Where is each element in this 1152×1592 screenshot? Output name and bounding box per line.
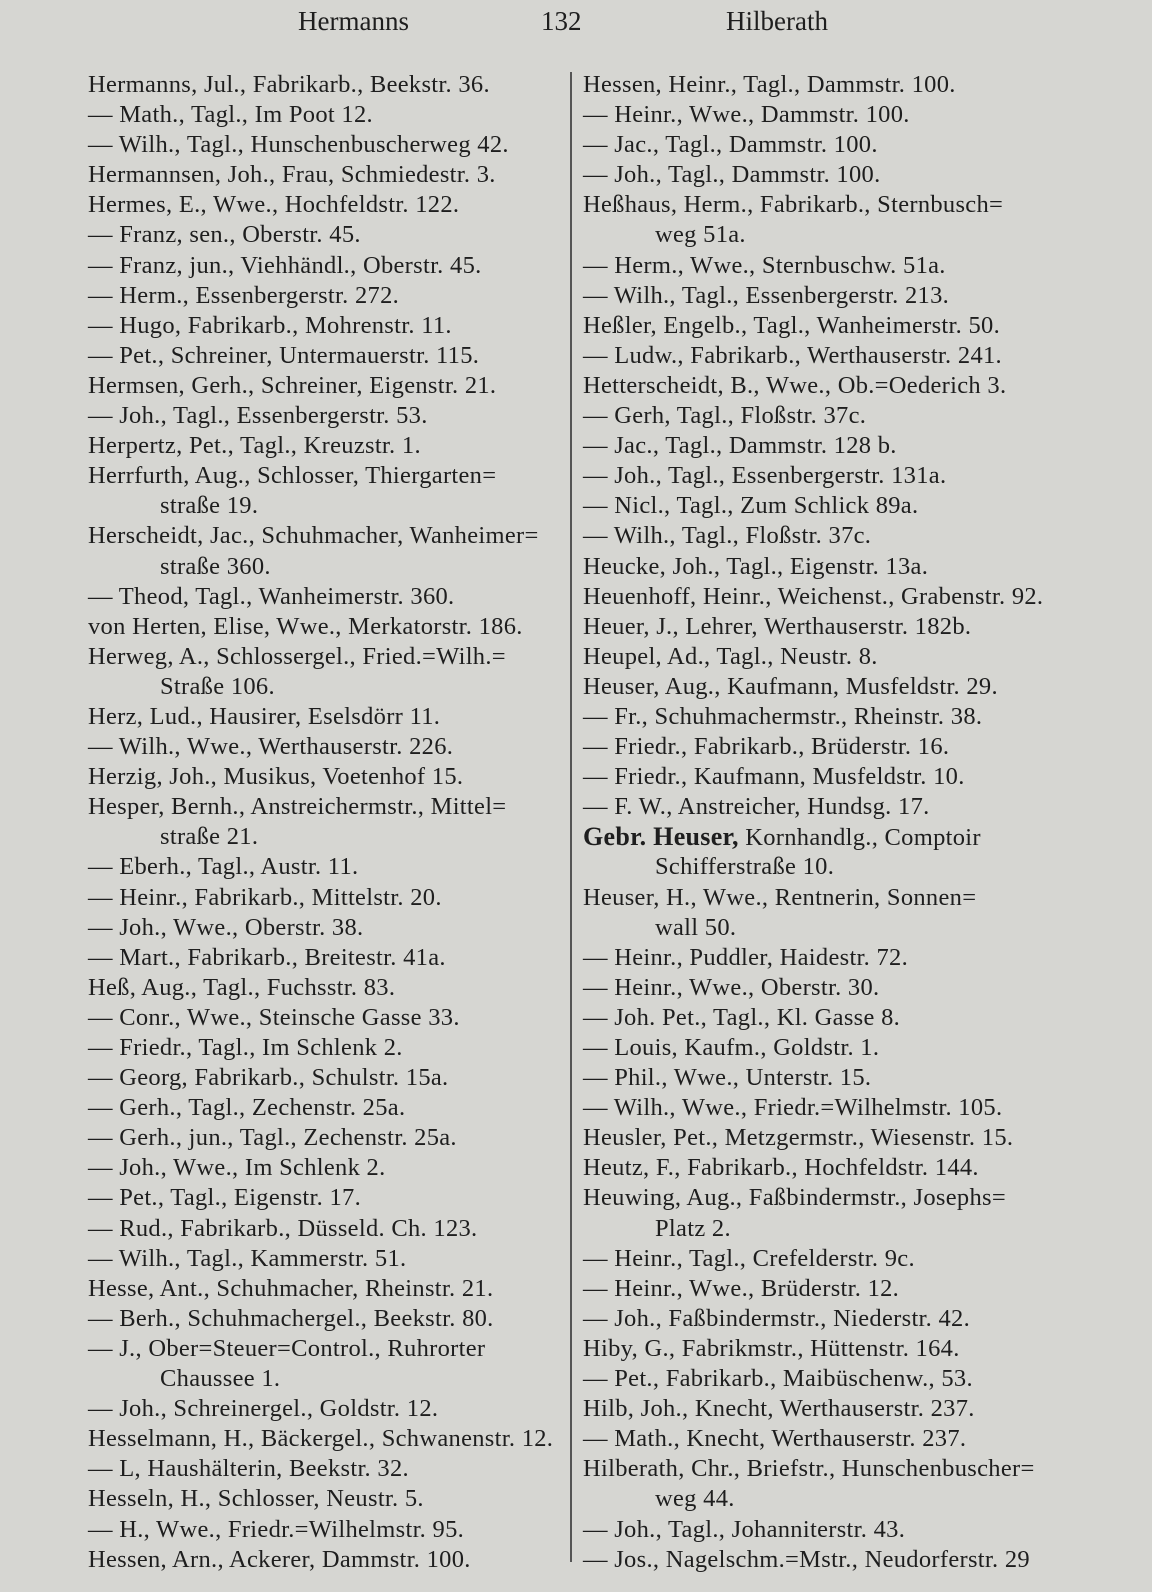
entry-text: Hesse, Ant., Schuhmacher, Rheinstr. 21. bbox=[88, 1274, 494, 1302]
entry-text: Herzig, Joh., Musikus, Voetenhof 15. bbox=[88, 763, 464, 791]
directory-entry bbox=[88, 1214, 568, 1244]
entry-text: Kornhandlg., Comptoir bbox=[738, 824, 981, 852]
directory-entry bbox=[583, 582, 1083, 612]
directory-entry bbox=[88, 1515, 568, 1545]
entry-text: — Pet., Tagl., Eigenstr. 17. bbox=[88, 1184, 361, 1212]
directory-entry bbox=[88, 1033, 568, 1063]
entry-text: — Jos., Nagelschm.=Mstr., Neudorferstr. 29 bbox=[583, 1545, 1030, 1573]
entry-text: — Wilh., Tagl., Essenbergerstr. 213. bbox=[583, 281, 950, 309]
header-first-entry: Hermanns bbox=[298, 6, 409, 36]
entry-text: Hermannsen, Joh., Frau, Schmiedestr. 3. bbox=[88, 161, 496, 189]
entry-text: Herweg, A., Schlossergel., Fried.=Wilh.= bbox=[88, 642, 506, 670]
right-column bbox=[583, 70, 1083, 1575]
directory-entry bbox=[88, 732, 568, 762]
entry-text: — Fr., Schuhmachermstr., Rheinstr. 38. bbox=[583, 702, 983, 730]
directory-entry bbox=[583, 1033, 1083, 1063]
entry-text: Heuwing, Aug., Faßbindermstr., Josephs= bbox=[583, 1184, 1006, 1212]
entry-text: — Herm., Essenbergerstr. 272. bbox=[88, 281, 400, 309]
directory-entry bbox=[583, 461, 1083, 491]
entry-text: — Friedr., Kaufmann, Musfeldstr. 10. bbox=[583, 763, 965, 791]
entry-text: — L, Haushälterin, Beekstr. 32. bbox=[88, 1455, 409, 1483]
entry-text: — Georg, Fabrikarb., Schulstr. 15a. bbox=[88, 1064, 449, 1092]
entry-text: Chaussee 1. bbox=[160, 1365, 281, 1393]
directory-entry bbox=[583, 883, 1083, 913]
entry-text: Straße 106. bbox=[160, 672, 275, 700]
directory-entry bbox=[583, 792, 1083, 822]
entry-text: Hilberath, Chr., Briefstr., Hunschenbuscher= bbox=[583, 1455, 1035, 1483]
directory-entry bbox=[583, 70, 1083, 100]
entry-text: — Pet., Fabrikarb., Maibüschenw., 53. bbox=[583, 1365, 973, 1393]
directory-entry bbox=[583, 642, 1083, 672]
entry-text: Heuer, J., Lehrer, Werthauserstr. 182b. bbox=[583, 612, 972, 640]
directory-entry bbox=[88, 1153, 568, 1183]
directory-entry bbox=[88, 1454, 568, 1484]
entry-text: Herz, Lud., Hausirer, Eselsdörr 11. bbox=[88, 702, 441, 730]
left-column bbox=[88, 70, 568, 1575]
directory-entry bbox=[583, 762, 1083, 792]
entry-text: Herrfurth, Aug., Schlosser, Thiergarten= bbox=[88, 462, 497, 490]
entry-text: — Math., Tagl., Im Poot 12. bbox=[88, 101, 373, 129]
directory-entry bbox=[88, 1334, 568, 1364]
directory-entry bbox=[583, 1123, 1083, 1153]
entry-text: — J., Ober=Steuer=Control., Ruhrorter bbox=[88, 1334, 486, 1362]
entry-text: weg 44. bbox=[655, 1485, 735, 1513]
entry-text: Heuenhoff, Heinr., Weichenst., Grabenstr. 92. bbox=[583, 582, 1044, 610]
directory-entry bbox=[88, 852, 568, 882]
directory-entry bbox=[583, 160, 1083, 190]
entry-text: wall 50. bbox=[655, 913, 737, 941]
directory-entry bbox=[88, 1394, 568, 1424]
directory-entry bbox=[583, 1334, 1083, 1364]
directory-entry bbox=[583, 1003, 1083, 1033]
directory-entry bbox=[583, 1304, 1083, 1334]
entry-text: — Nicl., Tagl., Zum Schlick 89a. bbox=[583, 492, 919, 520]
entry-text: — Heinr., Tagl., Crefelderstr. 9c. bbox=[583, 1244, 915, 1272]
entry-continuation bbox=[88, 1364, 568, 1394]
entry-text: — Jac., Tagl., Dammstr. 100. bbox=[583, 131, 878, 159]
entry-text: — Wilh., Wwe., Werthauserstr. 226. bbox=[88, 733, 454, 761]
entry-text: — Rud., Fabrikarb., Düsseld. Ch. 123. bbox=[88, 1214, 478, 1242]
entry-text: — Louis, Kaufm., Goldstr. 1. bbox=[583, 1034, 880, 1061]
entry-text: — Heinr., Wwe., Brüderstr. 12. bbox=[583, 1274, 900, 1302]
entry-text: Herpertz, Pet., Tagl., Kreuzstr. 1. bbox=[88, 432, 421, 460]
entry-text: von Herten, Elise, Wwe., Merkatorstr. 186. bbox=[88, 612, 523, 640]
directory-entry bbox=[88, 401, 568, 431]
entry-text: — Ludw., Fabrikarb., Werthauserstr. 241. bbox=[583, 341, 1002, 369]
entry-text: — Friedr., Tagl., Im Schlenk 2. bbox=[88, 1034, 403, 1061]
entry-text: weg 51a. bbox=[655, 221, 746, 249]
directory-entry bbox=[88, 521, 568, 551]
entry-text: — Wilh., Tagl., Hunschenbuscherweg 42. bbox=[88, 131, 509, 159]
entry-text: — Joh., Tagl., Johanniterstr. 43. bbox=[583, 1515, 906, 1543]
directory-entry bbox=[88, 883, 568, 913]
entry-continuation bbox=[583, 220, 1083, 250]
directory-entry bbox=[88, 642, 568, 672]
directory-entry bbox=[88, 1003, 568, 1033]
entry-text: — Gerh., jun., Tagl., Zechenstr. 25a. bbox=[88, 1124, 457, 1152]
entry-text: Heßhaus, Herm., Fabrikarb., Sternbusch= bbox=[583, 191, 1004, 219]
entry-text: — Joh., Faßbindermstr., Niederstr. 42. bbox=[583, 1304, 971, 1332]
entry-text: Hessen, Arn., Ackerer, Dammstr. 100. bbox=[88, 1545, 471, 1573]
directory-entry bbox=[583, 431, 1083, 461]
directory-entry bbox=[583, 190, 1083, 220]
entry-text: Hesseln, H., Schlosser, Neustr. 5. bbox=[88, 1485, 424, 1513]
entry-text: Heupel, Ad., Tagl., Neustr. 8. bbox=[583, 642, 878, 670]
directory-entry bbox=[88, 1424, 568, 1454]
entry-text: — Hugo, Fabrikarb., Mohrenstr. 11. bbox=[88, 311, 452, 339]
directory-entry bbox=[583, 1063, 1083, 1093]
directory-entry bbox=[88, 70, 568, 100]
running-header bbox=[0, 6, 1152, 46]
directory-entry bbox=[583, 130, 1083, 160]
entry-text: Heuser, H., Wwe., Rentnerin, Sonnen= bbox=[583, 883, 977, 911]
entry-text: — Mart., Fabrikarb., Breitestr. 41a. bbox=[88, 943, 446, 971]
directory-entry bbox=[88, 1183, 568, 1213]
entry-text: Hesper, Bernh., Anstreichermstr., Mittel= bbox=[88, 793, 507, 821]
directory-entry bbox=[583, 100, 1083, 130]
entry-text: Hermsen, Gerh., Schreiner, Eigenstr. 21. bbox=[88, 371, 497, 399]
directory-entry bbox=[88, 1304, 568, 1334]
directory-entry bbox=[583, 612, 1083, 642]
header-last-entry: Hilberath bbox=[726, 6, 828, 36]
directory-entry bbox=[88, 973, 568, 1003]
entry-text: — Jac., Tagl., Dammstr. 128 b. bbox=[583, 432, 897, 460]
directory-entry bbox=[88, 762, 568, 792]
directory-entry bbox=[88, 612, 568, 642]
directory-entry bbox=[583, 943, 1083, 973]
column-divider bbox=[570, 72, 572, 1562]
entry-continuation bbox=[88, 491, 568, 521]
entry-text: Hermanns, Jul., Fabrikarb., Beekstr. 36. bbox=[88, 71, 490, 98]
entry-continuation bbox=[583, 1214, 1083, 1244]
directory-entry bbox=[88, 251, 568, 281]
entry-text: Heßler, Engelb., Tagl., Wanheimerstr. 50. bbox=[583, 311, 1001, 339]
entry-text: Schifferstraße 10. bbox=[655, 853, 835, 881]
entry-text: — Friedr., Fabrikarb., Brüderstr. 16. bbox=[583, 733, 950, 761]
entry-text: straße 21. bbox=[160, 823, 259, 851]
directory-entry bbox=[88, 100, 568, 130]
entry-continuation bbox=[583, 913, 1083, 943]
entry-text: Heß, Aug., Tagl., Fuchsstr. 83. bbox=[88, 973, 396, 1001]
directory-entry bbox=[583, 552, 1083, 582]
directory-entry bbox=[583, 672, 1083, 702]
directory-entry bbox=[88, 220, 568, 250]
entry-text: — Herm., Wwe., Sternbuschw. 51a. bbox=[583, 251, 946, 279]
directory-entry bbox=[583, 1424, 1083, 1454]
directory-entry bbox=[583, 491, 1083, 521]
entry-text: straße 360. bbox=[160, 552, 271, 580]
entry-text: — Joh., Tagl., Essenbergerstr. 53. bbox=[88, 402, 428, 430]
entry-text: Hermes, E., Wwe., Hochfeldstr. 122. bbox=[88, 191, 460, 219]
directory-entry bbox=[583, 1515, 1083, 1545]
entry-text: — H., Wwe., Friedr.=Wilhelmstr. 95. bbox=[88, 1515, 465, 1543]
directory-entry bbox=[583, 1274, 1083, 1304]
entry-text: — Joh. Pet., Tagl., Kl. Gasse 8. bbox=[583, 1003, 901, 1031]
entry-continuation bbox=[583, 1484, 1083, 1514]
directory-entry bbox=[583, 1183, 1083, 1213]
entry-text: — Heinr., Puddler, Haidestr. 72. bbox=[583, 943, 909, 971]
directory-entry bbox=[88, 130, 568, 160]
entry-text: — Joh., Tagl., Essenbergerstr. 131a. bbox=[583, 462, 947, 490]
directory-entry bbox=[88, 1093, 568, 1123]
entry-text: Hetterscheidt, B., Wwe., Ob.=Oederich 3. bbox=[583, 371, 1007, 399]
directory-entry bbox=[583, 281, 1083, 311]
entry-text: — Phil., Wwe., Unterstr. 15. bbox=[583, 1064, 872, 1092]
entry-text: Hilb, Joh., Knecht, Werthauserstr. 237. bbox=[583, 1395, 975, 1423]
entry-text: — F. W., Anstreicher, Hundsg. 17. bbox=[583, 793, 930, 821]
entry-text: — Joh., Schreinergel., Goldstr. 12. bbox=[88, 1395, 439, 1423]
directory-entry bbox=[88, 371, 568, 401]
directory-entry bbox=[88, 341, 568, 371]
entry-continuation bbox=[88, 552, 568, 582]
directory-entry bbox=[88, 190, 568, 220]
directory-entry bbox=[88, 943, 568, 973]
entry-text: Platz 2. bbox=[655, 1214, 731, 1242]
directory-entry bbox=[583, 311, 1083, 341]
directory-entry bbox=[583, 1153, 1083, 1183]
directory-entry bbox=[583, 371, 1083, 401]
directory-entry bbox=[88, 792, 568, 822]
directory-entry bbox=[583, 973, 1083, 1003]
directory-entry bbox=[583, 251, 1083, 281]
directory-entry bbox=[583, 521, 1083, 551]
entry-text: — Heinr., Wwe., Dammstr. 100. bbox=[583, 101, 910, 129]
entry-text: Hessen, Heinr., Tagl., Dammstr. 100. bbox=[583, 71, 956, 98]
directory-entry bbox=[88, 1274, 568, 1304]
entry-text: — Gerh., Tagl., Zechenstr. 25a. bbox=[88, 1094, 406, 1122]
entry-text: — Wilh., Wwe., Friedr.=Wilhelmstr. 105. bbox=[583, 1094, 1003, 1122]
entry-text: — Berh., Schuhmachergel., Beekstr. 80. bbox=[88, 1304, 494, 1332]
entry-continuation bbox=[88, 672, 568, 702]
entry-text: Hesselmann, H., Bäckergel., Schwanenstr. 12. bbox=[88, 1425, 554, 1453]
entry-text: — Wilh., Tagl., Kammerstr. 51. bbox=[88, 1244, 407, 1272]
entry-text: Herscheidt, Jac., Schuhmacher, Wanheimer= bbox=[88, 522, 539, 550]
entry-text: — Franz, sen., Oberstr. 45. bbox=[88, 221, 361, 249]
directory-entry bbox=[583, 1244, 1083, 1274]
entry-text: — Heinr., Wwe., Oberstr. 30. bbox=[583, 973, 880, 1001]
directory-entry bbox=[88, 1063, 568, 1093]
directory-entry bbox=[88, 1484, 568, 1514]
directory-entry bbox=[88, 582, 568, 612]
directory-entry bbox=[583, 1093, 1083, 1123]
directory-entry bbox=[88, 702, 568, 732]
directory-entry bbox=[88, 913, 568, 943]
entry-text: — Theod, Tagl., Wanheimerstr. 360. bbox=[88, 582, 455, 610]
directory-entry bbox=[583, 1454, 1083, 1484]
entry-text: — Math., Knecht, Werthauserstr. 237. bbox=[583, 1425, 967, 1453]
entry-text: — Conr., Wwe., Steinsche Gasse 33. bbox=[88, 1003, 460, 1031]
directory-entry bbox=[88, 281, 568, 311]
directory-entry bbox=[583, 1364, 1083, 1394]
entry-text: — Pet., Schreiner, Untermauerstr. 115. bbox=[88, 341, 480, 369]
entry-text: — Joh., Tagl., Dammstr. 100. bbox=[583, 161, 881, 189]
firm-name: Gebr. Heuser, bbox=[583, 822, 739, 852]
entry-text: Hiby, G., Fabrikmstr., Hüttenstr. 164. bbox=[583, 1334, 960, 1362]
entry-continuation bbox=[88, 822, 568, 852]
entry-text: Heuser, Aug., Kaufmann, Musfeldstr. 29. bbox=[583, 672, 998, 700]
directory-entry bbox=[88, 160, 568, 190]
directory-entry bbox=[583, 702, 1083, 732]
directory-entry bbox=[88, 1244, 568, 1274]
directory-entry bbox=[583, 1394, 1083, 1424]
entry-text: Heucke, Joh., Tagl., Eigenstr. 13a. bbox=[583, 552, 929, 580]
entry-text: — Joh., Wwe., Im Schlenk 2. bbox=[88, 1154, 386, 1182]
entry-continuation bbox=[583, 852, 1083, 882]
directory-entry bbox=[88, 1545, 568, 1575]
directory-entry bbox=[88, 461, 568, 491]
directory-entry bbox=[583, 401, 1083, 431]
entry-text: — Franz, jun., Viehhändl., Oberstr. 45. bbox=[88, 251, 482, 279]
page-number: 132 bbox=[541, 6, 582, 36]
directory-entry bbox=[88, 1123, 568, 1153]
entry-text: straße 19. bbox=[160, 492, 259, 520]
directory-entry bbox=[583, 341, 1083, 371]
directory-entry bbox=[583, 1545, 1083, 1575]
directory-entry bbox=[583, 822, 1083, 852]
entry-text: Heusler, Pet., Metzgermstr., Wiesenstr. 15. bbox=[583, 1124, 1014, 1152]
entry-text: — Wilh., Tagl., Floßstr. 37c. bbox=[583, 522, 872, 550]
entry-text: — Eberh., Tagl., Austr. 11. bbox=[88, 853, 359, 881]
entry-text: Heutz, F., Fabrikarb., Hochfeldstr. 144. bbox=[583, 1154, 979, 1182]
entry-text: — Gerh, Tagl., Floßstr. 37c. bbox=[583, 402, 867, 430]
directory-entry bbox=[583, 732, 1083, 762]
directory-entry bbox=[88, 431, 568, 461]
entry-text: — Joh., Wwe., Oberstr. 38. bbox=[88, 913, 364, 941]
entry-text: — Heinr., Fabrikarb., Mittelstr. 20. bbox=[88, 883, 442, 911]
directory-entry bbox=[88, 311, 568, 341]
